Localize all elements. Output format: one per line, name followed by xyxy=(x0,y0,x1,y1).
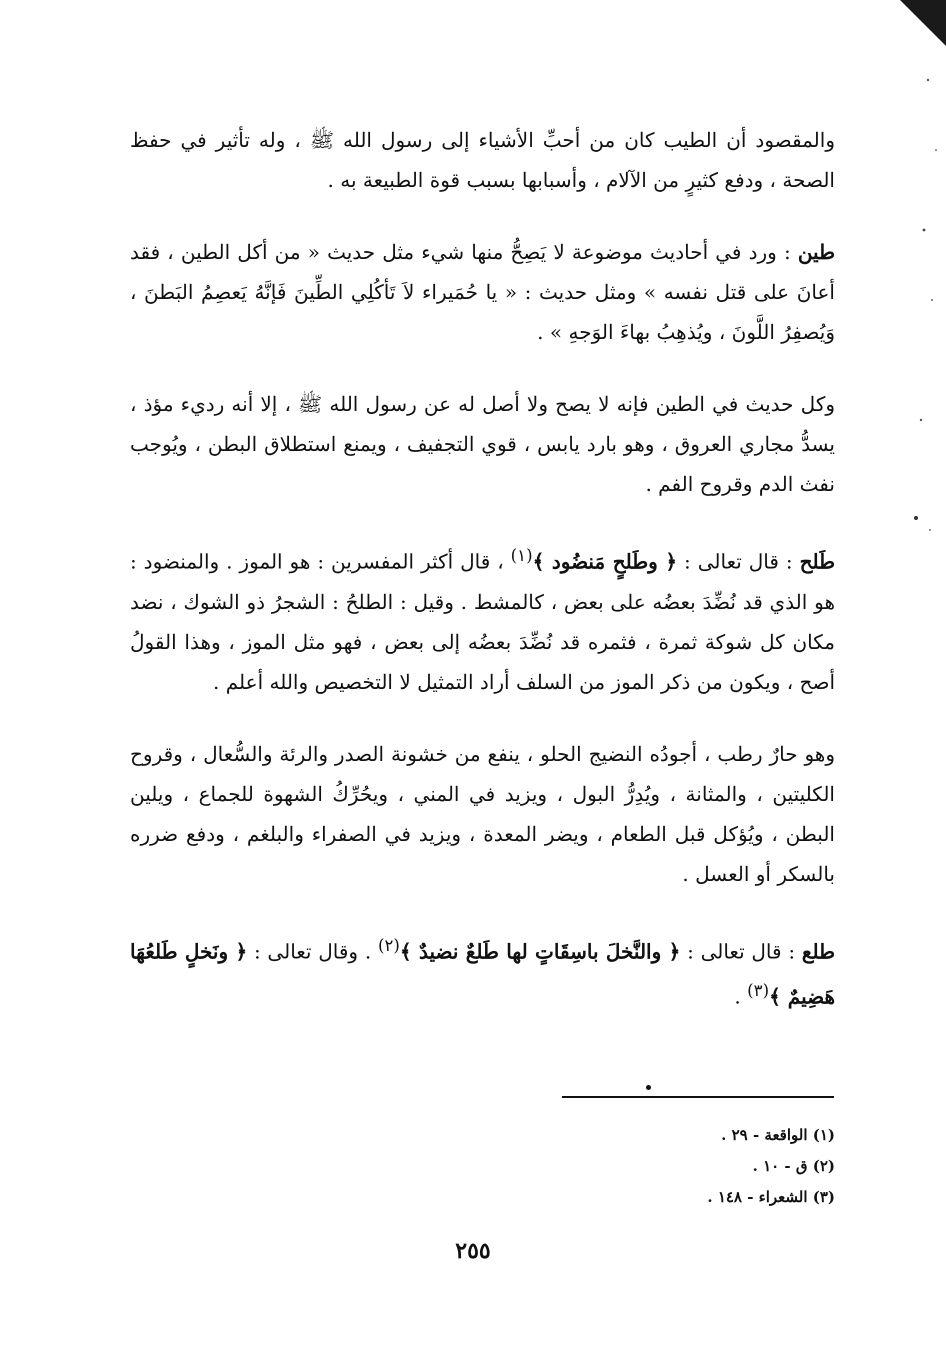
page-number: ٢٥٥ xyxy=(455,1238,491,1264)
paragraph-text: : قال تعالى : xyxy=(677,549,800,574)
separator-dot xyxy=(646,1085,651,1090)
footnotes xyxy=(480,1120,835,1213)
footnote-3: (٣) الشعراء - ١٤٨ . xyxy=(707,1188,835,1206)
paragraph-tin-hadith xyxy=(130,384,835,504)
footnote-2: (٢) ق - ١٠ . xyxy=(752,1157,835,1175)
paragraph-text: : ورد في أحاديث موضوعة لا يَصِحُّ منها شيء مثل حديث « من أكل الطين ، فقد أعانَ على قتل نفسه » ومثل حديث : « يا حُمَيراء لاَ تَأكُلِي الطِّينَ فَإنَّهُ يَعصِمُ البَطنَ ، وَيُصفِرُ اللَّونَ ، ويُذهِبُ بهاءَ الوَجهِ » . xyxy=(130,240,835,344)
paragraph-text: وهو حارٌ رطب ، أجودُه النضيج الحلو ، ينفع من خشونة الصدر والرئة والسُّعال ، وقروح الكليتين ، والمثانة ، ويُدِرُّ البول ، ويزيد في المني ، ويحُرِّكُ الشهوة للجماع ، ويلين البطن ، ويُؤكل قبل الطعام ، ويضر المعدة ، ويزيد في الصفراء والبلغم ، ودفع ضرره بالسكر أو العسل . xyxy=(130,741,835,886)
quran-verse: ﴿ ونَخلٍ طَلعُهَا هَضِيمٌ ﴾ xyxy=(130,939,835,1009)
footnote-separator xyxy=(562,1096,834,1098)
paragraph-text: وكل حديث في الطين فإنه لا يصح ولا أصل له عن رسول الله ﷺ ، إلا أنه رديء مؤذ ، يسدُّ مجاري العروق ، وهو بارد يابس ، قوي التجفيف ، ويمنع استطلاق البطن ، ويُوجب نفث الدم وقروح الفم . xyxy=(130,392,835,496)
footnote-marker: (١) xyxy=(510,546,533,565)
body-text xyxy=(130,120,835,1017)
paragraph-text: . xyxy=(734,984,748,1009)
entry-heading: طَلح xyxy=(799,549,836,574)
scan-edge-specks xyxy=(886,0,946,700)
footnote-1: (١) الواقعة - ٢٩ . xyxy=(721,1126,835,1144)
quran-verse: ﴿ وطَلحٍ مَنضُود ﴾ xyxy=(532,549,678,574)
paragraph-text: : قال تعالى : xyxy=(680,939,802,964)
paragraph-text: ، قال أكثر المفسرين : هو الموز . والمنضود : هو الذي قد نُضِّدَ بعضُه على بعض ، كالمشط . وقيل : الطلحُ : الشجرُ ذو الشوك ، نضد مكان كل شوكة ثمرة ، فثمره قد نُضِّدَ بعضُه إلى بعض ، فهو مثل الموز ، وهذا القولُ أصح ، ويكون من ذكر الموز من السلف أراد التمثيل لا التخصيص والله أعلم . xyxy=(130,549,835,694)
quran-verse: ﴿ والنَّخلَ باسِقَاتٍ لها طَلعٌ نضيدٌ ﴾ xyxy=(399,939,681,964)
entry-heading: طلع xyxy=(801,939,835,964)
paragraph-tib xyxy=(130,120,835,200)
entry-heading: طين xyxy=(797,240,835,264)
paragraph-talh xyxy=(130,536,835,702)
footnote-marker: (٢) xyxy=(377,935,400,955)
paragraph-tal xyxy=(130,926,835,1017)
paragraph-text: والمقصود أن الطيب كان من أحبِّ الأشياء إلى رسول الله ﷺ ، وله تأثير في حفظ الصحة ، ودفع كثيرٍ من الآلام ، وأسبابها بسبب قوة الطبيعة به . xyxy=(130,128,835,192)
footnote-marker: (٣) xyxy=(747,981,770,1001)
paragraph-talh-properties xyxy=(130,734,835,894)
paragraph-text: . وقال تعالى : xyxy=(247,939,378,964)
paragraph-tin xyxy=(130,232,835,352)
